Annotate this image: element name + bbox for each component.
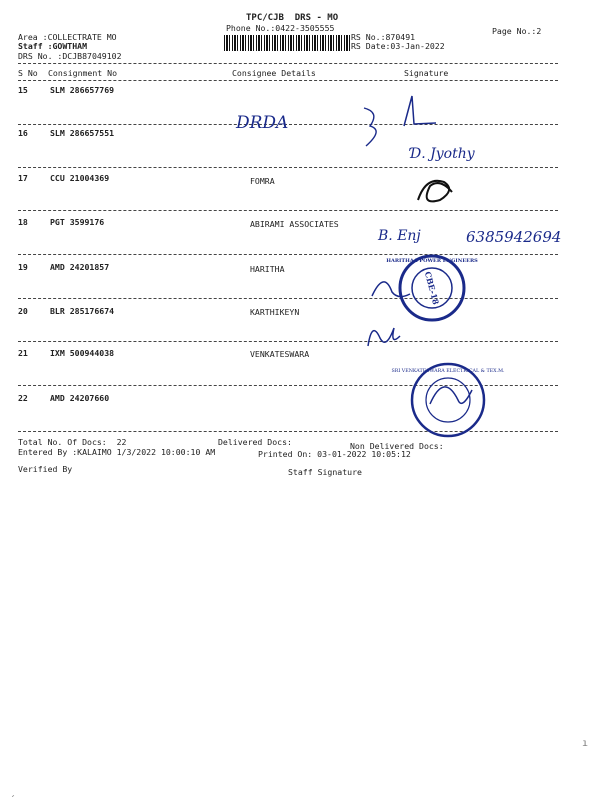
row-divider bbox=[18, 210, 558, 211]
row-consignment: CCU 21004369 bbox=[50, 173, 110, 183]
col-header-consignee: Consignee Details bbox=[232, 68, 316, 78]
stamp-ring-text: SRI VENKATESWARA ELECTRICAL & TEX.M. bbox=[391, 369, 505, 374]
table-bottom-divider bbox=[18, 431, 558, 432]
barcode bbox=[224, 35, 350, 51]
header-divider bbox=[18, 63, 558, 64]
row-divider bbox=[18, 124, 558, 125]
row-consignee: VENKATESWARA bbox=[250, 349, 310, 359]
signature-mark bbox=[430, 387, 472, 404]
signature-drda: DRDA bbox=[236, 113, 289, 133]
row-divider bbox=[18, 167, 558, 168]
rs-date: RS Date:03-Jan-2022 bbox=[351, 41, 445, 51]
row-sno: 16 bbox=[18, 128, 28, 138]
printed-on: Printed On: 03-01-2022 10:05:12 bbox=[258, 449, 411, 459]
row-divider bbox=[18, 341, 558, 342]
row-sno: 15 bbox=[18, 85, 28, 95]
page-number: Page No.:2 bbox=[492, 26, 542, 36]
row-consignee: HARITHA bbox=[250, 264, 285, 274]
signature-mark bbox=[372, 282, 410, 297]
non-delivered-docs: Non Delivered Docs: bbox=[350, 441, 444, 451]
rs-number: RS No.:870491 bbox=[351, 32, 416, 42]
row-consignee: ABIRAMI ASSOCIATES bbox=[250, 219, 339, 229]
signature-mark bbox=[368, 328, 400, 346]
col-header-consignment: Consignment No bbox=[48, 68, 118, 78]
row-consignee: KARTHIKEYN bbox=[250, 307, 300, 317]
col-header-signature: Signature bbox=[404, 68, 449, 78]
row-sno: 18 bbox=[18, 217, 28, 227]
document-title: TPC/CJB DRS - MO bbox=[246, 13, 339, 23]
row-sno: 19 bbox=[18, 262, 28, 272]
row-consignment: SLM 286657551 bbox=[50, 128, 115, 138]
row-sno: 17 bbox=[18, 173, 28, 183]
handwritten-phone: 6385942694 bbox=[466, 228, 562, 246]
row-consignment: AMD 24201857 bbox=[50, 262, 110, 272]
row-consignment: IXM 500944038 bbox=[50, 348, 115, 358]
row-divider bbox=[18, 385, 558, 386]
total-docs: Total No. Of Docs: 22 bbox=[18, 437, 127, 447]
company-stamp-venkateswara bbox=[391, 364, 505, 436]
row-divider bbox=[18, 254, 558, 255]
staff-label: Staff :GOWTHAM bbox=[18, 41, 88, 51]
stamp-ring-text: HARITHAA POWER ENGINEERS bbox=[386, 258, 478, 264]
drs-number: DRS No. :DCJB87049102 bbox=[18, 51, 122, 61]
column-header-divider bbox=[18, 80, 558, 81]
company-stamp-haritha bbox=[386, 256, 478, 320]
area-label: Area :COLLECTRATE MO bbox=[18, 32, 117, 42]
staff-signature: Staff Signature bbox=[288, 467, 362, 477]
row-consignment: PGT 3599176 bbox=[50, 217, 105, 227]
phone-number: Phone No.:0422-3505555 bbox=[226, 23, 335, 33]
signature-jyothy: Ɗ. Jyothy bbox=[410, 146, 475, 162]
signature-benj: B. Enj bbox=[378, 228, 421, 244]
row-sno: 22 bbox=[18, 393, 28, 403]
delivered-docs: Delivered Docs: bbox=[218, 437, 292, 447]
signature-mark bbox=[404, 96, 436, 126]
row-consignment: AMD 24207660 bbox=[50, 393, 110, 403]
scan-mark: ı bbox=[582, 738, 589, 749]
scan-mark: ˏ bbox=[10, 786, 17, 797]
entered-by: Entered By :KALAIMO 1/3/2022 10:00:10 AM bbox=[18, 447, 216, 457]
row-consignment: SLM 286657769 bbox=[50, 85, 115, 95]
row-sno: 20 bbox=[18, 306, 28, 316]
signature-mark bbox=[418, 181, 452, 202]
row-sno: 21 bbox=[18, 348, 28, 358]
col-header-sno: S No bbox=[18, 68, 38, 78]
verified-by: Verified By bbox=[18, 464, 73, 474]
signature-mark bbox=[364, 108, 376, 146]
row-consignment: BLR 285176674 bbox=[50, 306, 115, 316]
stamp-center-text: CBE-18 bbox=[422, 270, 442, 306]
row-divider bbox=[18, 298, 558, 299]
row-consignee: FOMRA bbox=[250, 176, 275, 186]
